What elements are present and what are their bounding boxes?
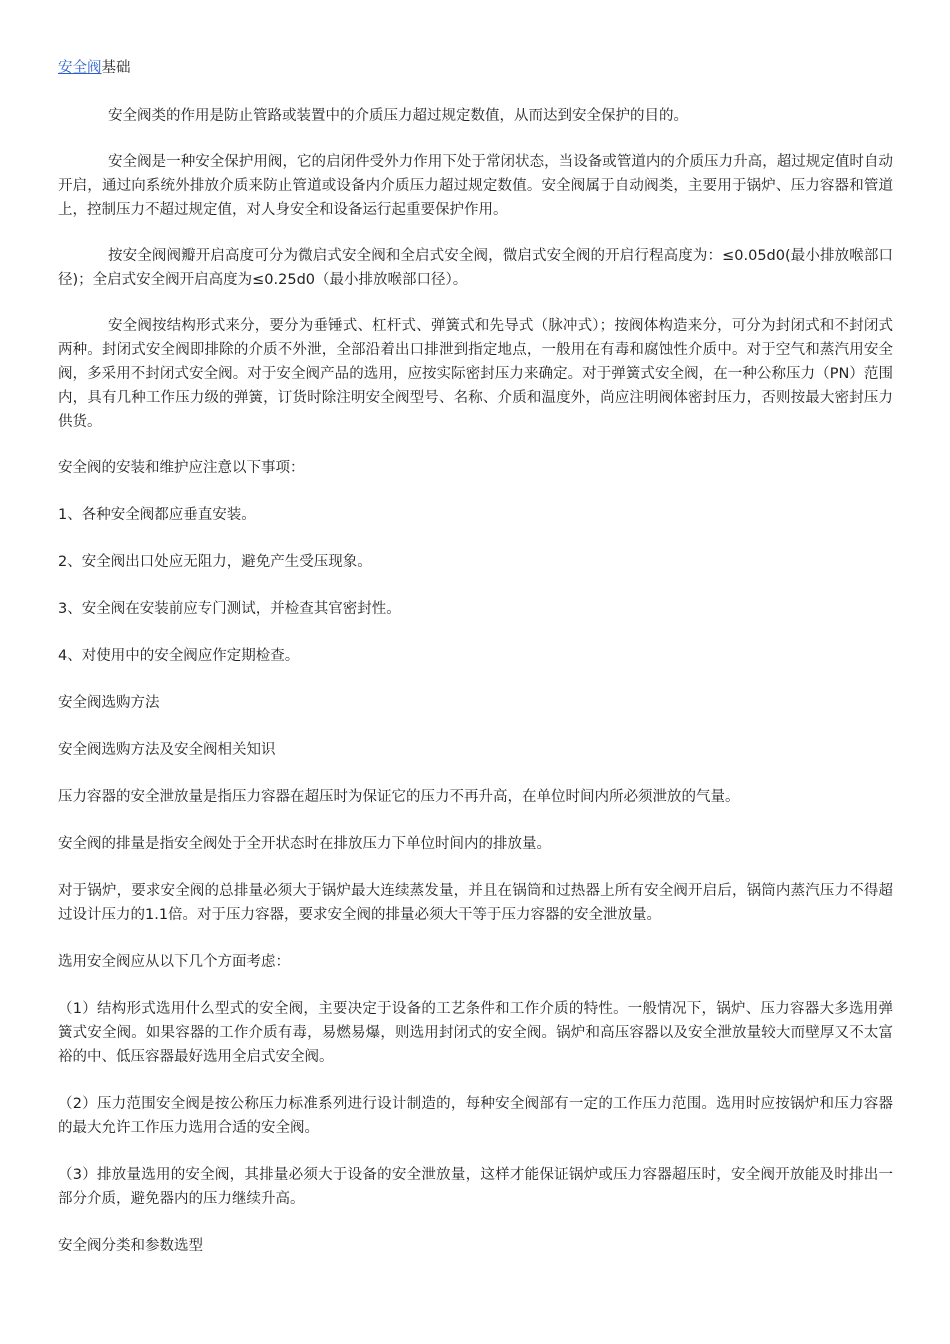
paragraph: 选用安全阀应从以下几个方面考虑： bbox=[58, 954, 290, 970]
list-item: 1、各种安全阀都应垂直安装。 bbox=[58, 507, 256, 523]
section-heading: 安全阀选购方法 bbox=[58, 695, 160, 711]
list-item: 2、安全阀出口处应无阻力，避免产生受压现象。 bbox=[58, 554, 372, 570]
paragraph: 安全阀是一种安全保护用阀，它的启闭件受外力作用下处于常闭状态，当设备或管道内的介质压力升高，超过规定值时自动开启，通过向系统外排放介质来防止管道或设备内介质压力超过规定数值。安全阀属于自动阀类，主要用于锅炉、压力容器和管道上，控制压力不超过规定值，对人身安全和设备运行起重要保护作用。 bbox=[58, 154, 893, 218]
paragraph: 安全阀类的作用是防止管路或装置中的介质压力超过规定数值，从而达到安全保护的目的。 bbox=[108, 108, 688, 124]
document-title bbox=[58, 56, 893, 80]
paragraph: 安全阀的安装和维护应注意以下事项： bbox=[58, 460, 305, 476]
paragraph: （2）压力范围安全阀是按公称压力标准系列进行设计制造的，每种安全阀部有一定的工作压力范围。选用时应按锅炉和压力容器的最大允许工作压力选用合适的安全阀。 bbox=[58, 1096, 893, 1136]
paragraph: 安全阀按结构形式来分，要分为垂锤式、杠杆式、弹簧式和先导式（脉冲式）；按阀体构造来分，可分为封闭式和不封闭式两种。封闭式安全阀即排除的介质不外泄，全部沿着出口排泄到指定地点，一般用在有毒和腐蚀性介质中。对于空气和蒸汽用安全阀，多采用不封闭式安全阀。对于安全阀产品的选用，应按实际密封压力来确定。对于弹簧式安全阀，在一种公称压力（PN）范围内，具有几种工作压力级的弹簧，订货时除注明安全阀型号、名称、介质和温度外，尚应注明阀体密封压力，否则按最大密封压力供货。 bbox=[58, 318, 893, 430]
document-page bbox=[58, 56, 893, 1281]
paragraph: （3）排放量选用的安全阀，其排量必须大于设备的安全泄放量，这样才能保证锅炉或压力容器超压时，安全阀开放能及时排出一部分介质，避免器内的压力继续升高。 bbox=[58, 1167, 893, 1207]
paragraph: 对于锅炉，要求安全阀的总排量必须大于锅炉最大连续蒸发量，并且在锅筒和过热器上所有安全阀开启后，锅筒内蒸汽压力不得超过设计压力的1.1倍。对于压力容器，要求安全阀的排量必须大干等于压力容器的安全泄放量。 bbox=[58, 883, 893, 923]
paragraph: 压力容器的安全泄放量是指压力容器在超压时为保证它的压力不再升高，在单位时间内所必须泄放的气量。 bbox=[58, 789, 740, 805]
safety-valve-link[interactable]: 安全阀 bbox=[58, 60, 102, 76]
paragraph: 按安全阀阀瓣开启高度可分为微启式安全阀和全启式安全阀，微启式安全阀的开启行程高度为：≤0.05d0(最小排放喉部口径)；全启式安全阀开启高度为≤0.25d0（最小排放喉部口径）。 bbox=[58, 248, 893, 288]
title-suffix: 基础 bbox=[101, 60, 131, 76]
list-item: 3、安全阀在安装前应专门测试，并检查其官密封性。 bbox=[58, 601, 401, 617]
section-subheading: 安全阀选购方法及安全阀相关知识 bbox=[58, 742, 276, 758]
paragraph: 安全阀的排量是指安全阀处于全开状态时在排放压力下单位时间内的排放量。 bbox=[58, 836, 551, 852]
paragraph: （1）结构形式选用什么型式的安全阀，主要决定于设备的工艺条件和工作介质的特性。一般情况下，锅炉、压力容器大多选用弹簧式安全阀。如果容器的工作介质有毒，易燃易爆，则选用封闭式的安全阀。锅炉和高压容器以及安全泄放量较大而壁厚又不太富裕的中、低压容器最好选用全启式安全阀。 bbox=[58, 1001, 893, 1065]
list-item: 4、对使用中的安全阀应作定期检查。 bbox=[58, 648, 300, 664]
section-heading: 安全阀分类和参数选型 bbox=[58, 1238, 203, 1254]
